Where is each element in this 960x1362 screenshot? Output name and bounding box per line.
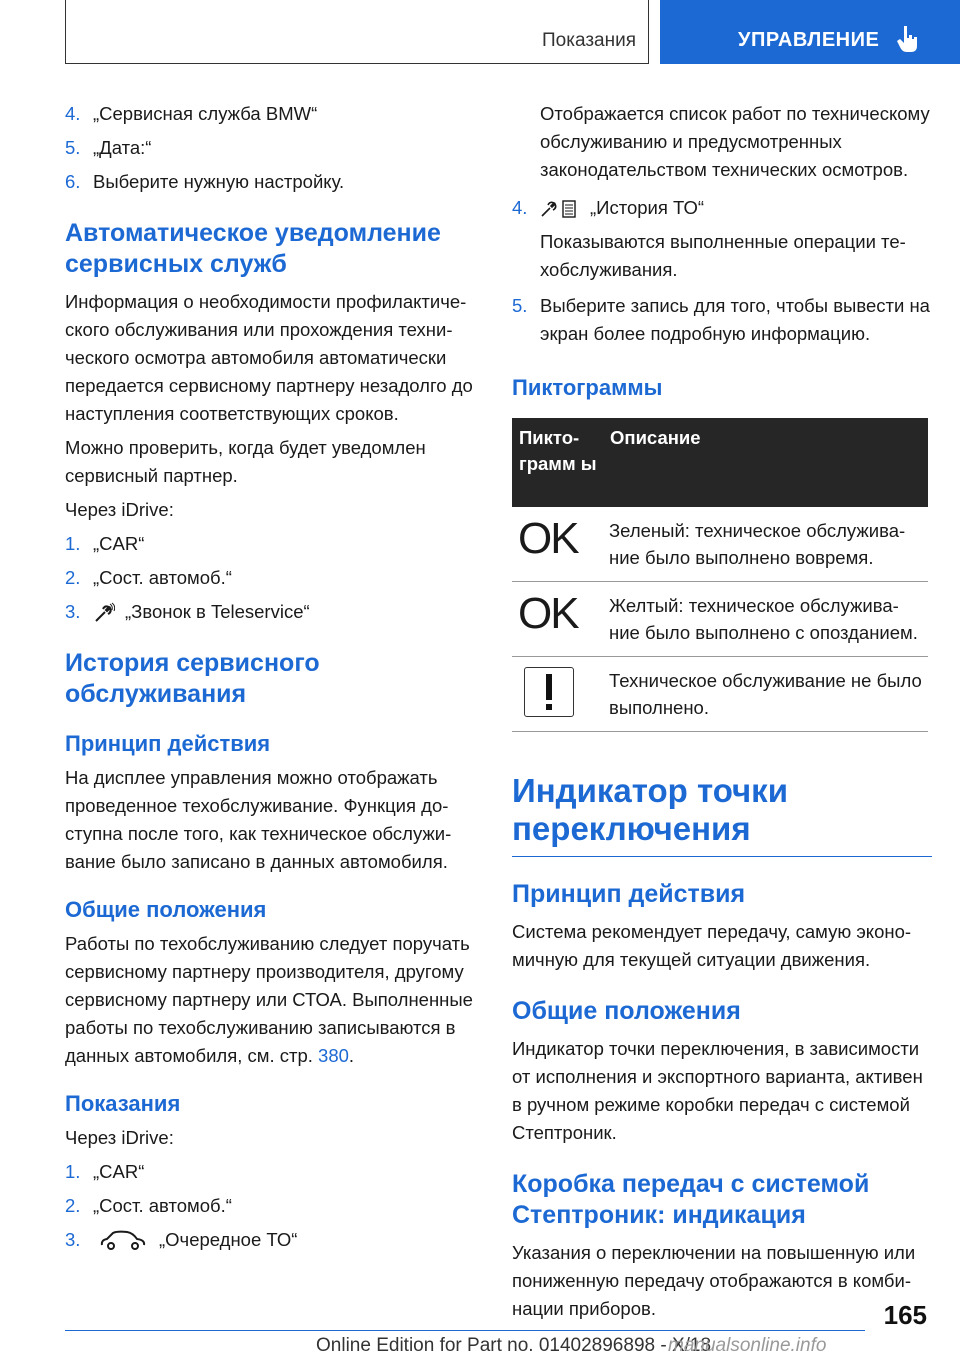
paragraph: Информация о необходимости профилактического обслуживания или прохождения технического осмотра автомобиля автоматически передается сервисному партнеру незадолго до наступления соответствующих сроков. bbox=[65, 291, 473, 424]
list-item: 4. „История ТО“ bbox=[512, 194, 932, 222]
paragraph: Через iDrive: bbox=[65, 1127, 174, 1148]
header-chapter-tab bbox=[660, 0, 960, 64]
display-heading: Показания bbox=[65, 1091, 181, 1116]
table-cell: Зеленый: техническое обслуживание было выполнено вовремя. bbox=[603, 507, 928, 582]
table-header-row bbox=[512, 418, 928, 507]
page-number: 165 bbox=[883, 1300, 927, 1330]
car-outline-icon bbox=[99, 1230, 147, 1252]
paragraph: Работы по техобслуживанию следует поручать сервисному партнеру производителя, другому сервисному партнеру или СТОА. Выполненные работы по техобслуживанию записываются в данных автомобиля, см. стр. 380. bbox=[65, 933, 473, 1066]
header-chapter-label: УПРАВЛЕНИЕ bbox=[738, 29, 880, 51]
principle-heading: Принцип действия bbox=[65, 731, 271, 756]
paragraph: Система рекомендует передачу, самую экономичную для текущей ситуации движения. bbox=[512, 921, 912, 970]
watermark: manualsonline.info bbox=[668, 1335, 827, 1356]
list-item: 2. „Сост. автомоб.“ bbox=[65, 567, 232, 588]
paragraph: На дисплее управления можно отображать проведенное техобслуживание. Функция доступна после того, как техническое обслуживание было записано в данных автомобиля. bbox=[65, 767, 452, 872]
footer-edition: Online Edition for Part no. 01402896898 - X/18 bbox=[316, 1335, 712, 1356]
general-heading: Общие положения bbox=[65, 897, 267, 922]
list-item: 1. „CAR“ bbox=[65, 1161, 145, 1182]
list-item: 2. „Сост. автомоб.“ bbox=[65, 1195, 232, 1216]
list-item: 5. „Дата:“ bbox=[65, 137, 152, 158]
general-heading: Общие положения bbox=[512, 997, 741, 1025]
list-item: 3. „Очередное ТО“ bbox=[65, 1226, 485, 1254]
table-row bbox=[512, 657, 928, 732]
hand-pointer-icon bbox=[896, 24, 920, 54]
auto-notice-heading: Автоматическое уведомление сервисных служб bbox=[65, 219, 441, 278]
list-item: 3. „Звонок в Teleservice“ bbox=[65, 598, 485, 626]
paragraph: Можно проверить, когда будет уведомлен сервисный партнер. bbox=[65, 437, 426, 486]
pictograms-heading: Пиктограммы bbox=[512, 375, 663, 400]
list-item: 6. Выберите нужную настройку. bbox=[65, 171, 345, 192]
exclamation-icon bbox=[524, 667, 574, 717]
table-row bbox=[512, 582, 928, 657]
pictogram-table bbox=[512, 418, 928, 732]
ok-green-icon: OK bbox=[518, 514, 578, 563]
service-history-icon bbox=[540, 198, 580, 220]
paragraph: Указания о переключении на повышенную или пониженную передачу отображаются в комбинации приборов. bbox=[512, 1242, 916, 1319]
wrench-phone-icon bbox=[93, 602, 115, 624]
footer-rule bbox=[65, 1330, 865, 1331]
paragraph: Через iDrive: bbox=[65, 499, 174, 520]
table-cell: Желтый: техническое обслуживание было выполнено с опозданием. bbox=[603, 582, 928, 657]
list-item: 5. Выберите запись для того, чтобы вывести на экран более подробную информацию. bbox=[512, 295, 930, 344]
list-item: 4. „Сервисная служба BMW“ bbox=[65, 103, 318, 124]
principle-heading: Принцип действия bbox=[512, 880, 746, 908]
page-link[interactable]: 380 bbox=[318, 1045, 349, 1066]
header-section-tab bbox=[65, 0, 649, 64]
list-item-description: Показываются выполненные операции техобслуживания. bbox=[540, 231, 906, 280]
heading-rule bbox=[512, 856, 932, 857]
list-item: 1. „CAR“ bbox=[65, 533, 145, 554]
table-header-cell: Описание bbox=[603, 418, 928, 507]
steptronic-heading: Коробка передач с системой Стептроник: индикация bbox=[512, 1170, 870, 1229]
right-column bbox=[512, 100, 932, 1329]
service-history-heading: История сервисного обслуживания bbox=[65, 649, 320, 708]
table-row bbox=[512, 507, 928, 582]
table-header-cell: Пиктограмм ы bbox=[512, 418, 603, 507]
ok-yellow-icon: OK bbox=[518, 589, 578, 638]
table-cell: Техническое обслуживание не было выполнено. bbox=[603, 657, 928, 732]
paragraph: Отображается список работ по техническому обслуживанию и предусмотренных законодательством технических осмотров. bbox=[540, 103, 930, 180]
gear-indicator-heading: Индикатор точки переключения bbox=[512, 772, 788, 847]
header-section-label: Показания bbox=[542, 30, 636, 51]
left-column bbox=[65, 100, 485, 1260]
paragraph: Индикатор точки переключения, в зависимости от исполнения и экспортного варианта, активен в ручном режиме коробки передач с системой Стептроник. bbox=[512, 1038, 923, 1143]
